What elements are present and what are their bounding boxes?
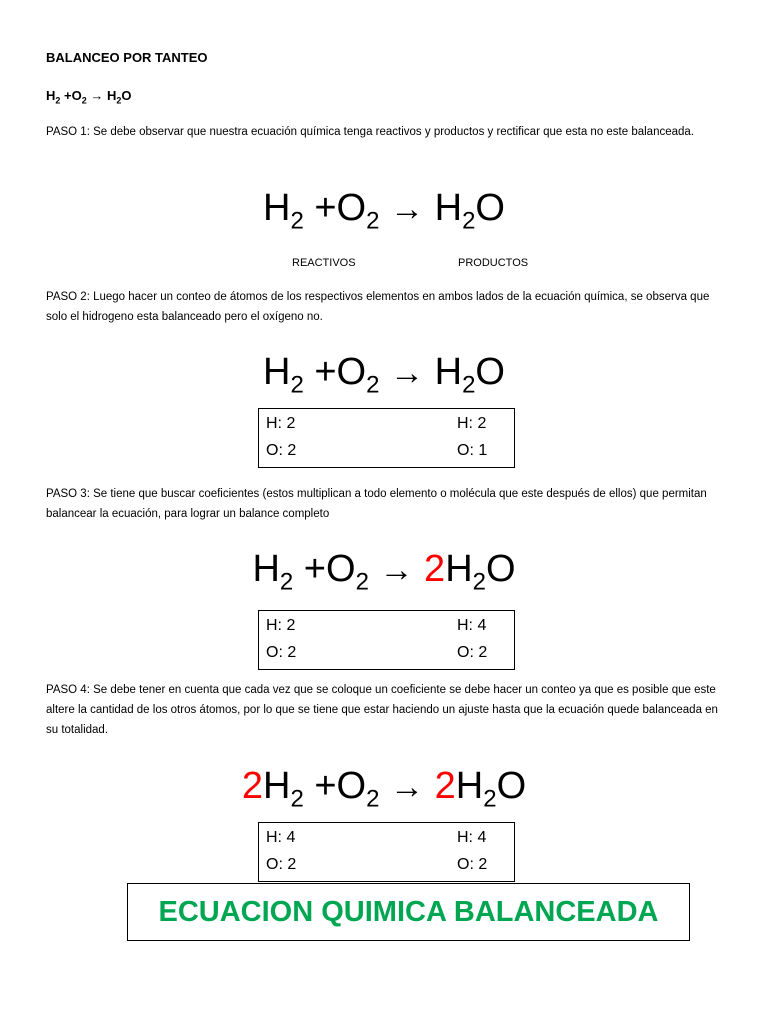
step-3-atom-count-table	[258, 610, 515, 670]
step-4-text: PASO 4: Se debe tener en cuenta que cada vez que se coloque un coeficiente se debe hacer un conteo ya que es posible que este altere la cantidad de los otros átomos, por lo que se tiene que estar haciendo un ajuste hasta que la ecuación quede balanceada en su totalidad.	[46, 684, 718, 736]
step-3-text: PASO 3: Se tiene que buscar coeficientes (estos multiplican a todo elemento o molécula que este después de ellos) que permitan balancear la ecuación, para lograr un balance completo	[46, 488, 707, 520]
left-h-count: H: 2	[266, 415, 296, 432]
final-result-text: ECUACION QUIMICA BALANCEADA	[158, 896, 659, 928]
left-h-count: H: 2	[266, 617, 296, 634]
right-o-count: O: 1	[457, 442, 488, 459]
step-2-equation: $H_2 +O_2 \to H_2O$	[263, 351, 505, 399]
step-2-text: PASO 2: Luego hacer un conteo de átomos de los respectivos elementos en ambos lados de la ecuación química, se observa que solo el hidrogeno esta balanceado pero el oxígeno no.	[46, 291, 710, 323]
step-4-atom-count-table	[258, 822, 515, 882]
summary-equation: $H_2 +O_2 \to H_2O$	[46, 88, 132, 106]
step-2-atom-count-table	[258, 408, 515, 468]
step-4-equation: $2H_2 +O_2 \to 2H_2O$	[241, 765, 527, 813]
right-o-count: O: 2	[457, 856, 488, 873]
right-o-count: O: 2	[457, 644, 488, 661]
left-o-count: O: 2	[266, 442, 297, 459]
final-result-box	[127, 883, 690, 941]
left-h-count: H: 4	[266, 829, 296, 846]
left-o-count: O: 2	[266, 856, 297, 873]
step-1-equation: $H_2 +O_2 \to H_2O$	[263, 187, 505, 235]
step-3-equation: $H_2 +O_2 \to 2H_2O$	[252, 548, 516, 596]
reactants-label: REACTIVOS	[292, 257, 356, 269]
document-title: BALANCEO POR TANTEO	[46, 50, 208, 65]
right-h-count: H: 4	[457, 829, 487, 846]
right-h-count: H: 2	[457, 415, 487, 432]
step-1-text: PASO 1: Se debe observar que nuestra ecuación química tenga reactivos y productos y rectificar que esta no este balanceada.	[46, 126, 695, 138]
products-label: PRODUCTOS	[458, 257, 529, 269]
right-h-count: H: 4	[457, 617, 487, 634]
left-o-count: O: 2	[266, 644, 297, 661]
